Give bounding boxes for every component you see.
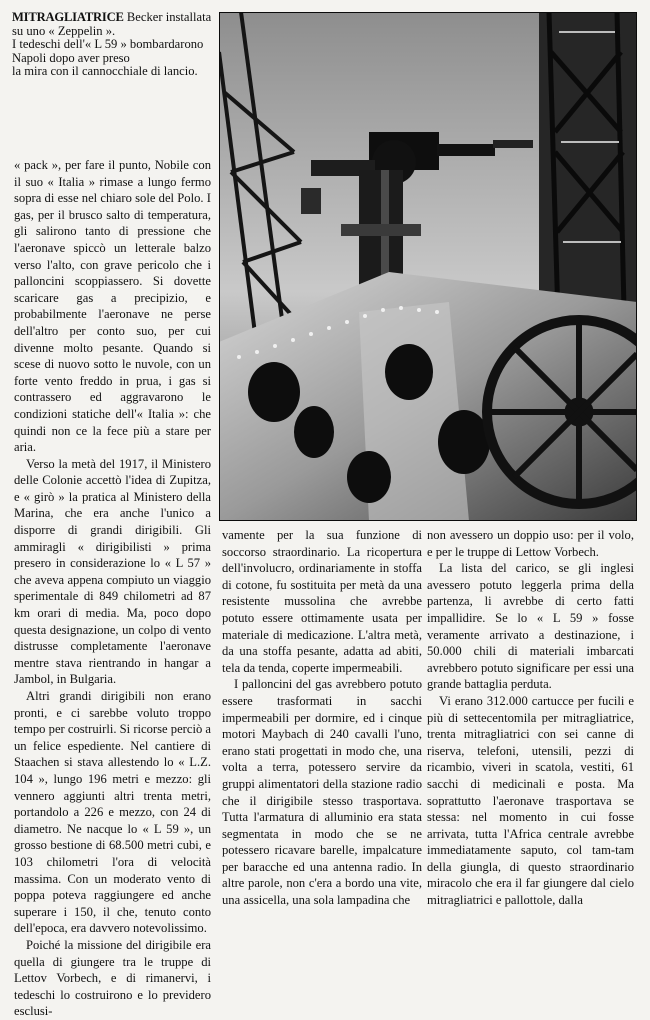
paragraph: Verso la metà del 1917, il Ministero delle Colonie accettò l'idea di Zupitza, e « girò » la pratica al Ministero della Marina, che era anche l'unico a disporre di grandi dirigibili. Gli ammiragli « dirigibilisti » prima presero in considerazione lo « L 57 » che aveva appena compiuto un viaggio sperimentale di 849 chilometri ad 87 km orari di media. Ma, poco dopo questa designazione, un colpo di vento distrusse completamente l'aeronave mentre stava rientrando in hangar a Jambol, in Bulgaria. [14,456,211,687]
paragraph: « pack », per fare il punto, Nobile con il suo « Italia » rimase a lungo fermo sopra di esse nel chiaro sole del Polo. I gas, per il brusco salto di temperatura, gli salirono tanto di pressione che l'aeronave spiccò un letterale balzo verso l'alto, con grave pericolo che i palloncini scoppiassero. Si dovette scaricare gas a precipizio, e probabilmente l'aeronave ne perse dell'altro per conto suo, per cui divenne molto pesante. Quando si scese di nuovo sotto le nuvole, con un forte vento freddo in prua, i gas si contrassero ed aggravarono le condizioni statiche dell'« Italia »: che quindi non ce la fece più a stare per aria. [14,158,211,455]
paragraph: Poiché la missione del dirigibile era quella di giungere tra le truppe di Lettov Vorbech, e di rimanervi, i tedeschi lo costruirono e lo previdero esclusi- [14,937,211,1019]
paragraph: I palloncini del gas avrebbero potuto essere trasformati in sacchi impermeabili per dormire, ed i cinque motori Maybach di 240 cavalli l'uno, erano stati progettati in modo che, una volta a terra, potessero servire da gruppi alimentatori della stazione radio che il dirigibile stesso trasportava. Tutta l'armatura di alluminio era stata segmentata in modo che se ne potessero ricavare barelle, impalcature per baracche ed una antenna radio. In altre parole, non c'era a bordo una vite, una assicella, una sola lampadina che [222,677,422,908]
photo-caption [12,11,215,79]
paragraph: Altri grandi dirigibili non erano pronti, e ci sarebbe voluto troppo tempo per costruirli. Si ricorse perciò a un felice espediente. Nel cantiere di Staachen si stava allestendo lo « L.Z. 104 », lungo 196 metri e mezzo: gli vennero aggiunti altri trenta metri, portandolo a 226 e mezzo, con 24 di diametro. Ne nacque lo « L 59 », un grosso bestione di 68.500 metri cubi, e 103 chilometri l'ora di velocità massima. Con un moderato vento di poppa poteva raggiungere ed anche superare i 150, il che, tenuto conto dell'epoca, era davvero notevolissimo. [14,689,211,936]
paragraph: La lista del carico, se gli inglesi avessero potuto leggerla prima della partenza, li avrebbe di certo fatti impallidire. Se lo « L 59 » fosse veramente arrivato a destinazione, i 50.000 chili di materiali imbarcati avrebbero potuto significare per essi una grande battaglia perduta. [427,561,634,692]
paragraph: vamente per la sua funzione di soccorso straordinario. La ricopertura dell'involucro, ordinariamente in stoffa di cotone, fu sostituita per metà da una resistente mussolina che avrebbe potuto essere ottimamente usata per materiale di medicazione. L'altra metà, da una stoffa pesante, adatta ad abiti, tela da tenda, coperte impermeabili. [222,528,422,675]
machine-gun-illustration [219,12,637,521]
caption-text: Becker installata su uno « Zeppelin ». I tedeschi dell'« L 59 » bombardarono Napoli dopo aver preso la mira con il cannocchiale di lancio. [12,10,212,79]
text-column-right [427,527,634,909]
machine-gun-photo [219,12,637,521]
text-column-left [14,157,211,1020]
paragraph: non avessero un doppio uso: per il volo, e per le truppe di Lettow Vorbech. [427,528,634,559]
text-column-middle [222,527,422,909]
paragraph: Vi erano 312.000 cartucce per fucili e più di settecentomila per mitragliatrice, trenta mitragliatrici con sei canne di riserva, telefoni, utensili, pezzi di ricambio, viveri in scatola, vestiti, 61 sacchi di medicinali e posta. Ma soprattutto l'aeronave trasportava se stessa: nel momento in cui fosse arrivata, tutta l'Africa centrale avrebbe immediatamente saputo, col tam-tam della giungla, di questo straordinario miracolo che era il far giungere dal cielo mitragliatrici e pallottole, dalla [427,693,634,908]
caption-title: MITRAGLIATRICE [12,10,124,24]
